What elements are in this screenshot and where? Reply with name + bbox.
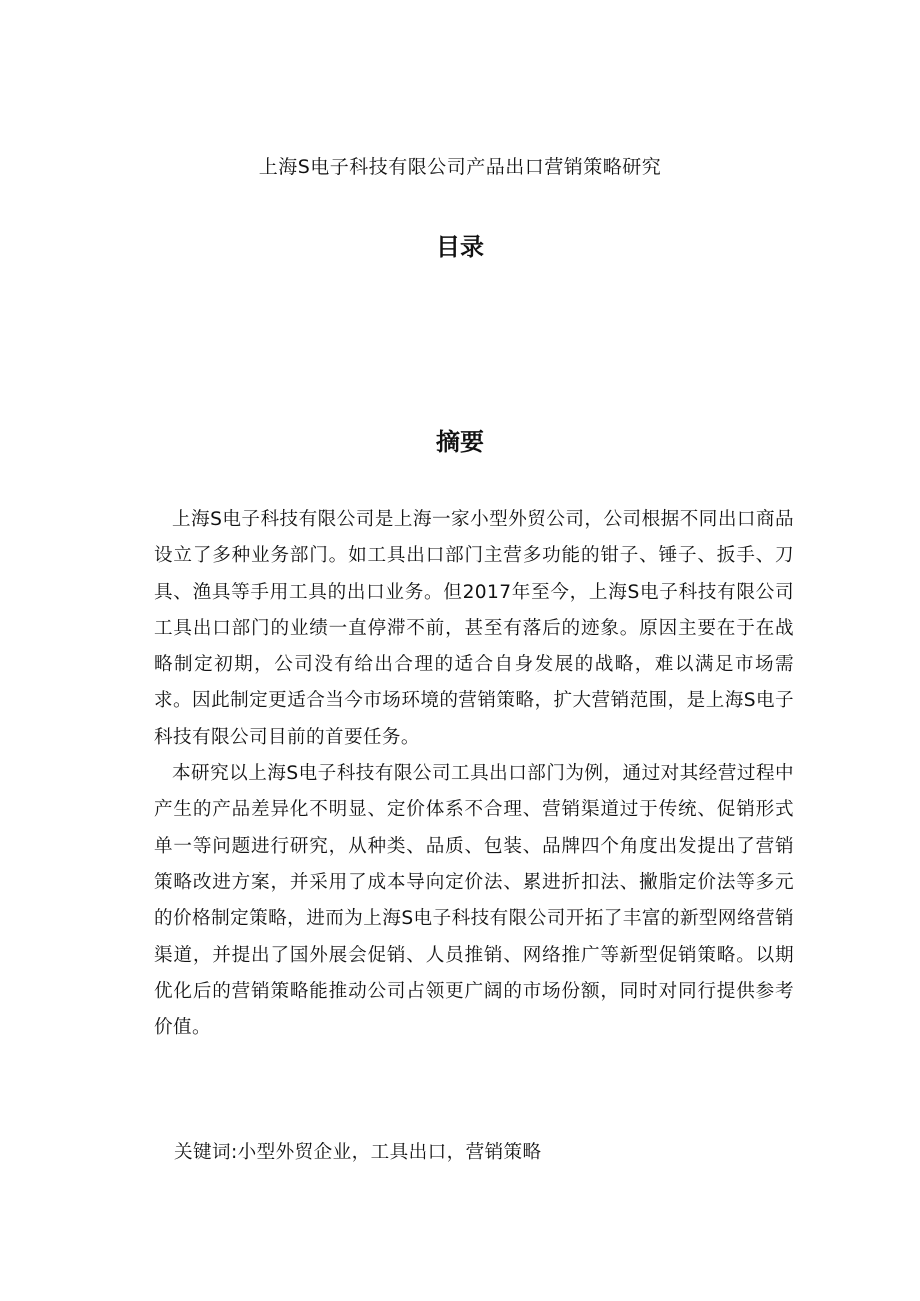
document-running-title: 上海S电子科技有限公司产品出口营销策略研究 — [258, 156, 662, 178]
abstract-heading: 摘要 — [436, 428, 484, 456]
abstract-paragraph-1: 上海S电子科技有限公司是上海一家小型外贸公司，公司根据不同出口商品设立了多种业务部门。如工具出口部门主营多功能的钳子、锤子、扳手、刀具、渔具等手用工具的出口业务。但2017年至今，上海S电子科技有限公司工具出口部门的业绩一直停滞不前，甚至有落后的迹象。原因主要在于在战略制定初期，公司没有给出合理的适合自身发展的战略，难以满足市场需求。因此制定更适合当今市场环境的营销策略，扩大营销范围，是上海S电子科技有限公司目前的首要任务。 — [154, 509, 794, 748]
abstract-body — [154, 502, 794, 1046]
keywords-line: 关键词:小型外贸企业，工具出口，营销策略 — [174, 1142, 542, 1163]
table-of-contents-heading: 目录 — [436, 233, 484, 261]
abstract-paragraph-2: 本研究以上海S电子科技有限公司工具出口部门为例，通过对其经营过程中产生的产品差异化不明显、定价体系不合理、营销渠道过于传统、促销形式单一等问题进行研究，从种类、品质、包装、品牌四个角度出发提出了营销策略改进方案，并采用了成本导向定价法、累进折扣法、撇脂定价法等多元的价格制定策略，进而为上海S电子科技有限公司开拓了丰富的新型网络营销渠道，并提出了国外展会促销、人员推销、网络推广等新型促销策略。以期优化后的营销策略能推动公司占领更广阔的市场份额，同时对同行提供参考价值。 — [154, 763, 794, 1039]
